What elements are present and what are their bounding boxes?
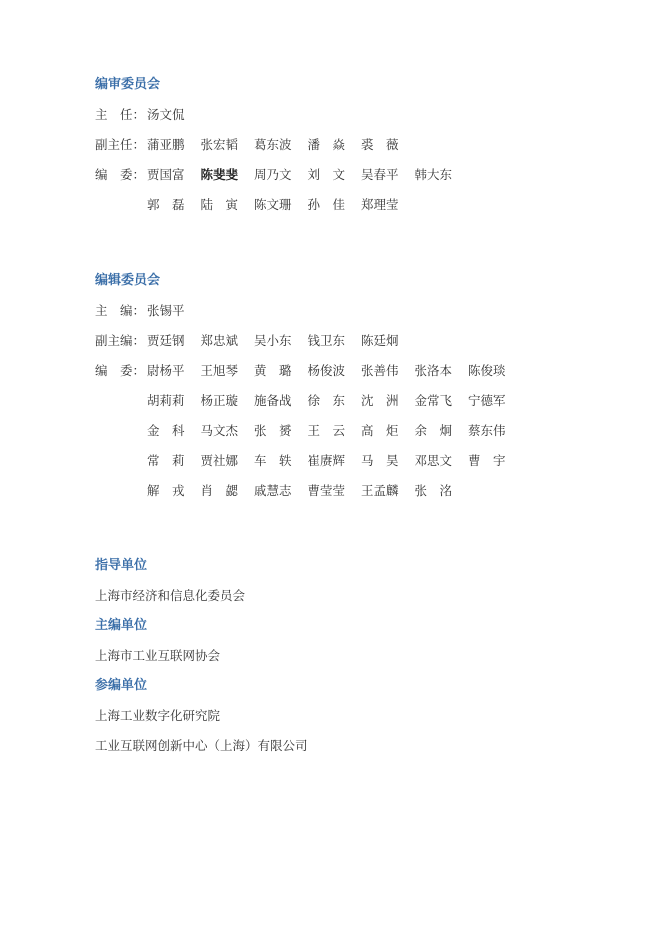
editorial-member-name: 杨俊波 bbox=[307, 363, 346, 378]
editorial-member-name: 戚慧志 bbox=[254, 483, 292, 498]
editorial-member-name: 马 昊 bbox=[361, 453, 399, 468]
editorial-member-name: 马文杰 bbox=[200, 423, 239, 438]
editorial-member-name: 尉杨平 bbox=[147, 363, 185, 378]
editorial-member-name: 王孟麟 bbox=[361, 483, 399, 498]
chief-unit-name: 上海市工业互联网协会 bbox=[95, 648, 221, 663]
editorial-member-name: 蔡东伟 bbox=[468, 423, 506, 438]
member-name: 吴春平 bbox=[361, 167, 399, 182]
review-member-row bbox=[95, 160, 453, 190]
editorial-member-name: 黄 璐 bbox=[254, 363, 292, 378]
editorial-member-name: 宁德军 bbox=[468, 393, 506, 408]
participating-unit-name: 上海工业数字化研究院 bbox=[95, 708, 221, 723]
member-name: 陈文珊 bbox=[254, 197, 292, 212]
chief-editor-row bbox=[95, 296, 185, 326]
director-label: 主 任： bbox=[95, 107, 146, 122]
editorial-member-label: 编 委： bbox=[95, 363, 146, 378]
editorial-member-name: 张洛本 bbox=[414, 363, 453, 378]
vice-director-name: 葛东波 bbox=[254, 137, 292, 152]
editorial-member-name: 沈 洲 bbox=[361, 393, 399, 408]
vice-editor-row bbox=[95, 326, 399, 356]
editorial-member-row bbox=[95, 356, 506, 386]
vice-director-name: 蒲亚鹏 bbox=[147, 137, 185, 152]
editorial-member-name: 常 莉 bbox=[147, 453, 185, 468]
review-vice-row bbox=[95, 130, 399, 160]
vice-director-name: 张宏韬 bbox=[200, 137, 239, 152]
member-name: 刘 文 bbox=[307, 167, 346, 182]
editorial-member-name: 施备战 bbox=[254, 393, 292, 408]
editorial-member-name: 金常飞 bbox=[414, 393, 453, 408]
chief-editor-label: 主 编： bbox=[95, 303, 146, 318]
member-name: 贾国富 bbox=[147, 167, 185, 182]
editorial-member-name: 徐 东 bbox=[307, 393, 346, 408]
vice-editor-name: 吴小东 bbox=[254, 333, 292, 348]
vice-director-name: 裘 薇 bbox=[361, 137, 399, 152]
participating-unit-title: 参编单位 bbox=[95, 678, 148, 693]
director-name: 汤文侃 bbox=[147, 107, 185, 122]
member-name: 郭 磊 bbox=[147, 197, 185, 212]
editorial-member-name: 金 科 bbox=[147, 423, 185, 438]
review-member-row bbox=[95, 190, 399, 220]
editorial-member-name: 王旭琴 bbox=[200, 363, 239, 378]
editorial-member-name: 张善伟 bbox=[361, 363, 399, 378]
member-name: 陆 寅 bbox=[200, 197, 239, 212]
editorial-member-name: 曹 宇 bbox=[468, 453, 506, 468]
editorial-member-name: 张 赟 bbox=[254, 423, 292, 438]
editorial-member-name: 杨正璇 bbox=[200, 393, 239, 408]
vice-director-label: 副主任： bbox=[95, 137, 146, 152]
editorial-member-row bbox=[95, 416, 506, 446]
vice-editor-name: 陈廷炯 bbox=[361, 333, 399, 348]
editorial-member-row bbox=[95, 386, 506, 416]
member-label: 编 委： bbox=[95, 167, 146, 182]
member-name: 郑理莹 bbox=[361, 197, 399, 212]
review-committee-section bbox=[95, 77, 453, 220]
editorial-member-row bbox=[95, 476, 453, 506]
editorial-member-name: 贾社娜 bbox=[200, 453, 239, 468]
vice-editor-name: 郑忠斌 bbox=[200, 333, 239, 348]
member-name: 韩大东 bbox=[414, 167, 453, 182]
guidance-unit-name: 上海市经济和信息化委员会 bbox=[95, 588, 246, 603]
editorial-member-name: 邓思文 bbox=[414, 453, 453, 468]
editorial-member-name: 张 洺 bbox=[414, 483, 453, 498]
editorial-member-name: 车 轶 bbox=[254, 453, 292, 468]
guidance-unit-title: 指导单位 bbox=[95, 558, 148, 573]
editorial-member-name: 胡莉莉 bbox=[147, 393, 185, 408]
organizations-section bbox=[95, 558, 308, 761]
vice-director-name: 潘 焱 bbox=[307, 137, 346, 152]
member-name: 陈斐斐 bbox=[200, 167, 239, 182]
participating-unit-name: 工业互联网创新中心（上海）有限公司 bbox=[95, 738, 308, 753]
chief-unit-title: 主编单位 bbox=[95, 618, 148, 633]
vice-editor-name: 钱卫东 bbox=[307, 333, 346, 348]
editorial-member-name: 王 云 bbox=[307, 423, 346, 438]
editorial-member-name: 曹莹莹 bbox=[307, 483, 346, 498]
vice-editor-name: 贾廷钢 bbox=[147, 333, 185, 348]
editorial-committee-section bbox=[95, 273, 506, 506]
editorial-member-name: 解 戎 bbox=[147, 483, 185, 498]
editorial-member-name: 余 炯 bbox=[414, 423, 453, 438]
chief-editor-name: 张锡平 bbox=[147, 303, 185, 318]
member-name: 周乃文 bbox=[254, 167, 292, 182]
editorial-member-row bbox=[95, 446, 506, 476]
editorial-member-name: 高 炬 bbox=[361, 423, 399, 438]
editorial-member-name: 肖 勰 bbox=[200, 483, 239, 498]
review-committee-title: 编审委员会 bbox=[95, 77, 161, 92]
editorial-member-name: 陈俊琰 bbox=[468, 363, 506, 378]
editorial-committee-title: 编辑委员会 bbox=[95, 273, 161, 288]
member-name: 孙 佳 bbox=[307, 197, 346, 212]
editorial-member-name: 崔赓辉 bbox=[307, 453, 346, 468]
review-director-row bbox=[95, 100, 185, 130]
vice-editor-label: 副主编： bbox=[95, 333, 146, 348]
